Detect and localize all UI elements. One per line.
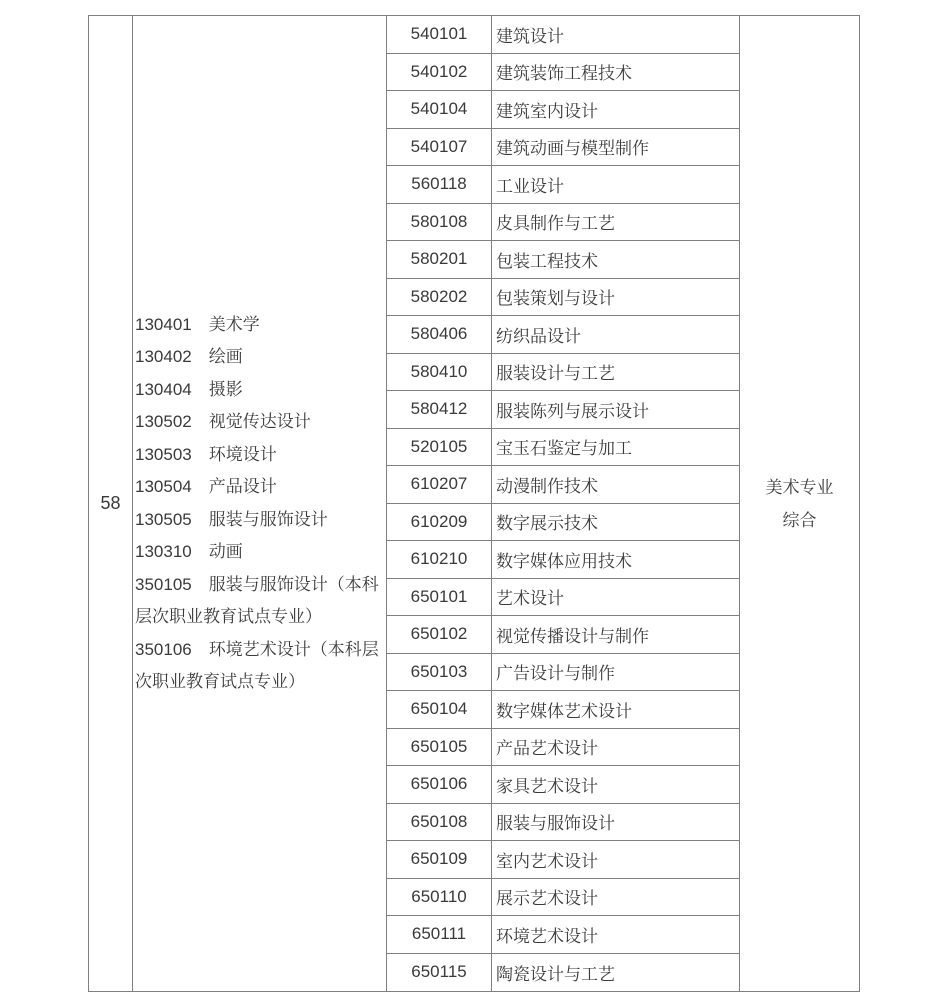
undergrad-major-code: 130310 xyxy=(135,542,192,561)
undergrad-major-entry xyxy=(135,439,385,472)
undergrad-major-name: 绘画 xyxy=(208,347,243,366)
undergrad-major-entry xyxy=(135,504,385,537)
vocational-code-cell: 650106 xyxy=(386,766,491,804)
exam-category-cell xyxy=(739,16,859,991)
undergrad-majors-cell xyxy=(133,16,386,991)
undergrad-major-entry xyxy=(135,634,385,699)
vocational-name-cell: 包装策划与设计 xyxy=(491,279,739,317)
vocational-code-cell: 650105 xyxy=(386,729,491,767)
vocational-code-cell: 560118 xyxy=(386,166,491,204)
vocational-code-cell: 610210 xyxy=(386,541,491,579)
undergrad-major-code: 130404 xyxy=(135,379,192,399)
undergrad-major-name: 美术学 xyxy=(208,314,260,334)
vocational-name-cell: 建筑装饰工程技术 xyxy=(491,54,739,92)
vocational-name-cell: 室内艺术设计 xyxy=(491,841,739,879)
vocational-name-cell: 动漫制作技术 xyxy=(491,466,739,504)
vocational-code-cell: 520105 xyxy=(386,429,491,467)
undergrad-major-entry xyxy=(135,341,385,374)
undergrad-major-entry xyxy=(135,374,385,407)
vocational-code-cell: 650103 xyxy=(386,654,491,692)
undergrad-major-entry xyxy=(135,536,385,569)
vocational-code-cell: 650104 xyxy=(386,691,491,729)
vocational-code-cell: 610209 xyxy=(386,504,491,542)
undergrad-major-code: 130502 xyxy=(135,412,192,431)
exam-category-line: 综合 xyxy=(782,510,817,530)
vocational-name-cell: 展示艺术设计 xyxy=(491,879,739,917)
exam-category-line: 美术专业 xyxy=(765,477,834,497)
vocational-code-cell: 580201 xyxy=(386,241,491,279)
vocational-name-cell: 服装与服饰设计 xyxy=(491,804,739,842)
undergrad-major-name: 服装与服饰设计 xyxy=(208,509,328,529)
undergrad-major-code: 130401 xyxy=(135,314,192,334)
vocational-name-cell: 环境艺术设计 xyxy=(491,916,739,954)
vocational-name-cell: 数字媒体艺术设计 xyxy=(491,691,739,729)
vocational-code-cell: 650110 xyxy=(386,879,491,917)
undergrad-major-name: 视觉传达设计 xyxy=(208,412,311,431)
vocational-code-cell: 540102 xyxy=(386,54,491,92)
vocational-name-cell: 工业设计 xyxy=(491,166,739,204)
vocational-name-cell: 陶瓷设计与工艺 xyxy=(491,954,739,992)
undergrad-major-name: 产品设计 xyxy=(208,477,277,496)
vocational-code-cell: 580108 xyxy=(386,204,491,242)
vocational-code-cell: 650109 xyxy=(386,841,491,879)
vocational-code-cell: 580406 xyxy=(386,316,491,354)
row-number: 58 xyxy=(100,493,121,513)
undergrad-major-entry xyxy=(135,309,385,342)
undergrad-major-code: 130402 xyxy=(135,347,192,366)
majors-table xyxy=(88,15,860,992)
vocational-name-cell: 服装设计与工艺 xyxy=(491,354,739,392)
vocational-name-cell: 广告设计与制作 xyxy=(491,654,739,692)
undergrad-major-entry xyxy=(135,406,385,439)
vocational-code-cell: 540101 xyxy=(386,16,491,54)
undergrad-major-code: 130503 xyxy=(135,444,192,464)
undergrad-major-code: 130504 xyxy=(135,477,192,496)
vocational-name-cell: 宝玉石鉴定与加工 xyxy=(491,429,739,467)
undergrad-major-name: 环境设计 xyxy=(208,444,277,464)
vocational-code-cell: 650115 xyxy=(386,954,491,992)
row-number-cell xyxy=(89,16,133,991)
undergrad-major-name: 服装与服饰设计（本科层次职业教育试点专业） xyxy=(135,574,379,626)
undergrad-major-entry xyxy=(135,569,385,634)
undergrad-major-name: 环境艺术设计（本科层次职业教育试点专业） xyxy=(135,639,379,691)
vocational-name-cell: 视觉传播设计与制作 xyxy=(491,616,739,654)
vocational-name-cell: 包装工程技术 xyxy=(491,241,739,279)
vocational-name-cell: 服装陈列与展示设计 xyxy=(491,391,739,429)
vocational-code-cell: 650101 xyxy=(386,579,491,617)
vocational-name-cell: 艺术设计 xyxy=(491,579,739,617)
undergrad-major-code: 350106 xyxy=(135,639,192,659)
vocational-code-cell: 650108 xyxy=(386,804,491,842)
vocational-code-cell: 580410 xyxy=(386,354,491,392)
undergrad-major-entry xyxy=(135,471,385,504)
vocational-code-cell: 580412 xyxy=(386,391,491,429)
undergrad-major-code: 350105 xyxy=(135,574,192,594)
vocational-name-cell: 数字展示技术 xyxy=(491,504,739,542)
vocational-name-cell: 建筑动画与模型制作 xyxy=(491,129,739,167)
vocational-name-cell: 纺织品设计 xyxy=(491,316,739,354)
vocational-name-cell: 家具艺术设计 xyxy=(491,766,739,804)
vocational-code-cell: 650111 xyxy=(386,916,491,954)
vocational-code-cell: 650102 xyxy=(386,616,491,654)
undergrad-major-code: 130505 xyxy=(135,509,192,529)
undergrad-major-name: 动画 xyxy=(208,542,243,561)
vocational-name-cell: 建筑设计 xyxy=(491,16,739,54)
vocational-name-cell: 皮具制作与工艺 xyxy=(491,204,739,242)
vocational-name-cell: 产品艺术设计 xyxy=(491,729,739,767)
vocational-code-cell: 540104 xyxy=(386,91,491,129)
vocational-name-cell: 数字媒体应用技术 xyxy=(491,541,739,579)
vocational-code-cell: 580202 xyxy=(386,279,491,317)
undergrad-major-name: 摄影 xyxy=(208,379,243,399)
vocational-code-cell: 540107 xyxy=(386,129,491,167)
vocational-name-cell: 建筑室内设计 xyxy=(491,91,739,129)
vocational-code-cell: 610207 xyxy=(386,466,491,504)
